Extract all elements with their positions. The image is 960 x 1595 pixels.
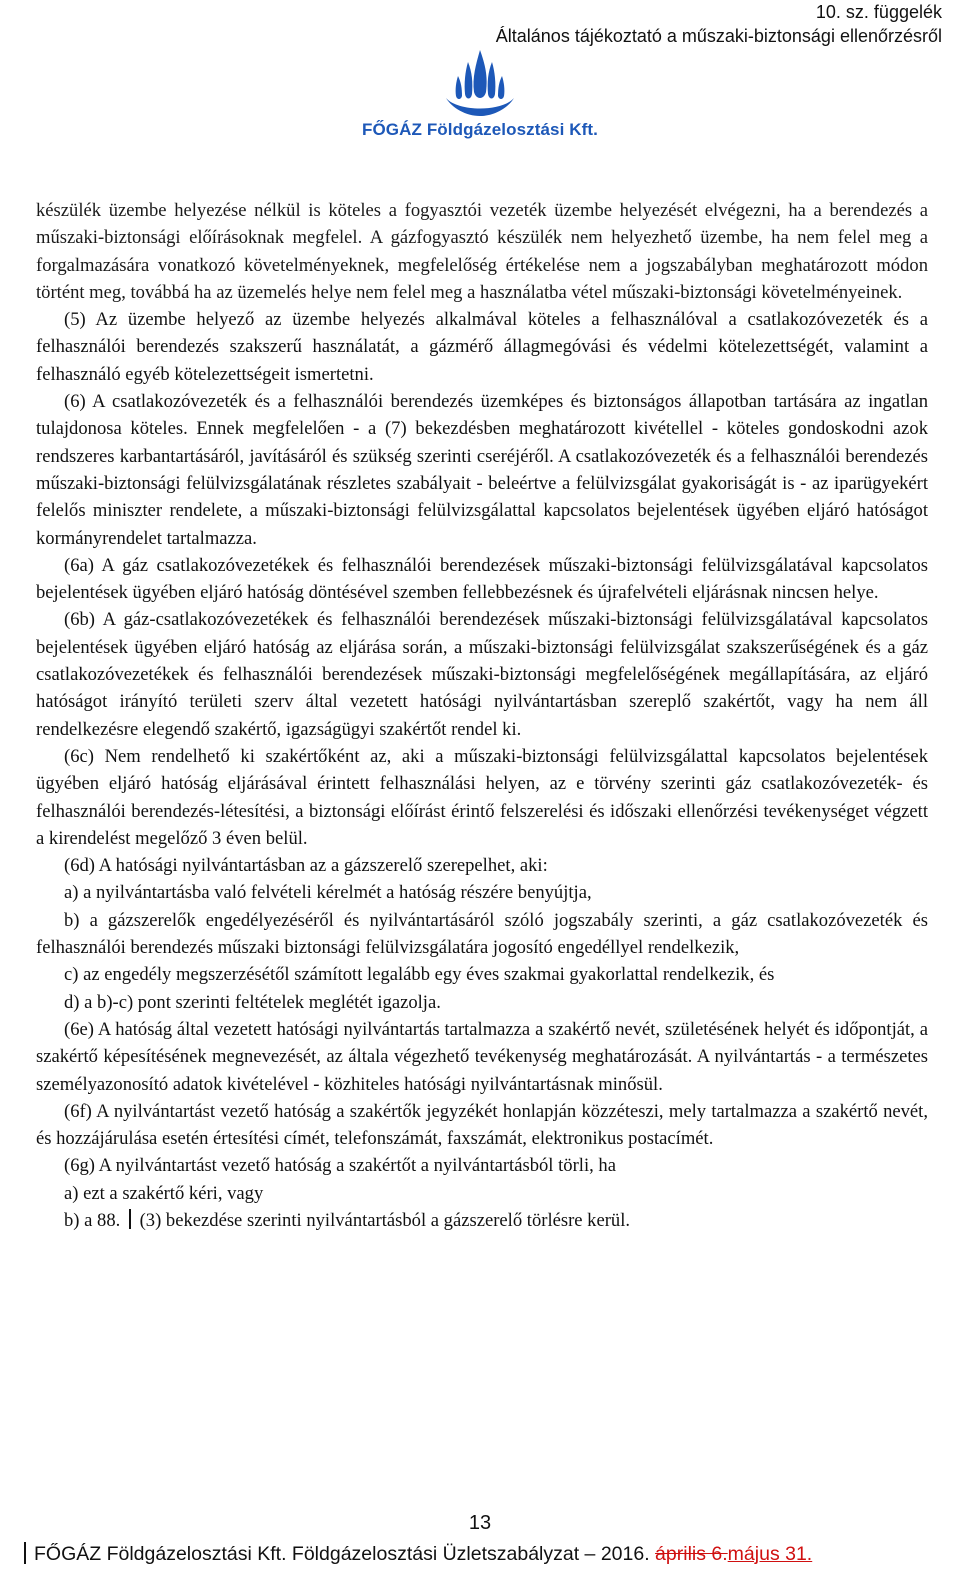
paragraph-5: (5) Az üzembe helyező az üzembe helyezés alkalmával köteles a felhasználóval a csatlakozóvezeték és a felhasználói berendezés szakszerű használatát, a gázmérő állagmegóvási és védelmi kötelezettségét, valamint a felhasználó egyéb kötelezettségeit ismertetni. (36, 309, 928, 385)
paragraph-6d: (6d) A hatósági nyilvántartásban az a gázszerelő szerepelhet, aki: (64, 855, 548, 877)
paragraph-6e: (6e) A hatóság által vezetett hatósági nyilvántartás tartalmazza a szakértő nevét, születésének helyét és időpontját, a szakértő képesítésének megnevezését, az általa végezhető tevékenység meghatározását. A nyilvántartás - a természetes személyazonosító adatok kivételével - közhiteles hatósági nyilvántartásnak minősül. (36, 1018, 928, 1095)
paragraph-6c: (6c) Nem rendelhető ki szakértőként az, aki a műszaki-biztonsági felülvizsgálattal kapcsolatos bejelentések ügyében eljáró hatóság eljárásával érintett felhasználási helyen, az e törvény szerinti gáz csatlakozóvezeték- és felhasználói berendezés-létesítési, a biztonsági előírást érintő felszerelési és időszaki ellenőrzési tevékenységet végzett a kirendelést megelőző 3 éven belül. (36, 745, 928, 849)
revision-bar (24, 1542, 26, 1564)
appendix-title: Általános tájékoztató a műszaki-biztonsági ellenőrzésről (495, 26, 942, 46)
appendix-number: 10. sz. függelék (815, 2, 942, 22)
paragraph-continuation: készülék üzembe helyezése nélkül is köteles a fogyasztói vezeték üzembe helyezését elvégezni, ha a berendezés a műszaki-biztonsági előírásoknak megfelel. A gázfogyasztó készülék nem helyezhető üzembe, ha nem felel meg a forgalmazására vonatkozó követelményeknek, megfelelőség értékelése nem a jogszabályban meghatározott módon történt meg, továbbá ha az üzemelés helye nem felel meg a használatba vétel műszaki-biztonsági követelményeinek. (36, 200, 928, 303)
footer-text: FŐGÁZ Földgázelosztási Kft. Földgázelosztási Üzletszabályzat – 2016. (34, 1543, 650, 1565)
list-item-6d-c: c) az engedély megszerzésétől számított legalább egy éves szakmai gyakorlattal rendelkezik, és (64, 964, 775, 986)
page-number: 13 (468, 1512, 492, 1534)
company-logo (0, 48, 960, 140)
paragraph-6a: (6a) A gáz csatlakozóvezetékek és felhasználói berendezések műszaki-biztonsági felülvizsgálatával kapcsolatos bejelentések ügyében eljáró hatóság döntésével szemben fellebbezésnek és újrafelvételi eljárásnak nincsen helye. (36, 554, 928, 604)
flame-icon (438, 48, 522, 120)
paragraph-6b: (6b) A gáz-csatlakozóvezetékek és felhasználói berendezések műszaki-biztonsági felülvizsgálatával kapcsolatos bejelentések ügyében eljáró hatóság az eljárása során, a műszaki-biztonsági felülvizsgálat szakszerűségének és a gáz csatlakozóvezetékek és felhasználói berendezések műszaki-biztonsági megfelelőségének megállapítására, az eljáró hatóságot irányító területi szerv által vezetett hatósági nyilvántartásban szereplő szakértőt, vagy ha nem áll rendelkezésre elegendő szakértő, igazságügyi szakértőt rendel ki. (36, 609, 928, 740)
footer-inserted-date: május 31. (727, 1543, 813, 1565)
section-mark (129, 1209, 131, 1229)
list-item-6g-b-end: (3) bekezdése szerinti nyilvántartásból a gázszerelő törlésre kerül. (139, 1209, 631, 1231)
list-item-6d-a: a) a nyilvántartásba való felvételi kérelmét a hatóság részére benyújtja, (64, 882, 592, 904)
page-footer (24, 1542, 812, 1566)
paragraph-6f: (6f) A nyilvántartást vezető hatóság a szakértők jegyzékét honlapján közzéteszi, mely tartalmazza a szakértő nevét, és hozzájárulása esetén értesítési címét, telefonszámát, faxszámát, elektronikus postacímét. (36, 1100, 928, 1150)
paragraph-6g: (6g) A nyilvántartást vezető hatóság a szakértőt a nyilvántartásból törli, ha (64, 1155, 616, 1177)
paragraph-6: (6) A csatlakozóvezeték és a felhasználói berendezés üzemképes és biztonságos állapotban tartására az ingatlan tulajdonosa köteles. Ennek megfelelően - a (7) bekezdésben meghatározott kivétellel - köteles gondoskodni azok rendszeres karbantartásáról, javításáról és szükség szerinti cseréjéről. A csatlakozóvezeték és a felhasználói berendezés műszaki-biztonsági felülvizsgálatának részletes szabályait - beleértve a felülvizsgálat gyakoriságát is - az iparügyekért felelős miniszter rendelete, a műszaki-biztonsági felülvizsgálattal kapcsolatos bejelentések ügyében eljáró hatóságot kormányrendelet tartalmazza. (36, 391, 928, 549)
list-item-6d-b: b) a gázszerelők engedélyezéséről és nyilvántartásáról szóló jogszabály szerinti, a gáz csatlakozóvezeték és felhasználói berendezés műszaki biztonsági felülvizsgálatára jogosító engedéllyel rendelkezik, (36, 909, 928, 959)
list-item-6g-a: a) ezt a szakértő kéri, vagy (64, 1182, 264, 1204)
logo-text: FŐGÁZ Földgázelosztási Kft. (362, 120, 598, 139)
document-body (36, 197, 928, 1234)
list-item-6g-b (36, 1207, 928, 1234)
list-item-6g-b-start: b) a 88. (64, 1209, 121, 1231)
list-item-6d-d: d) a b)-c) pont szerinti feltételek meglétét igazolja. (64, 991, 441, 1013)
footer-deleted-date: április 6. (655, 1543, 728, 1565)
page-header (496, 0, 942, 48)
